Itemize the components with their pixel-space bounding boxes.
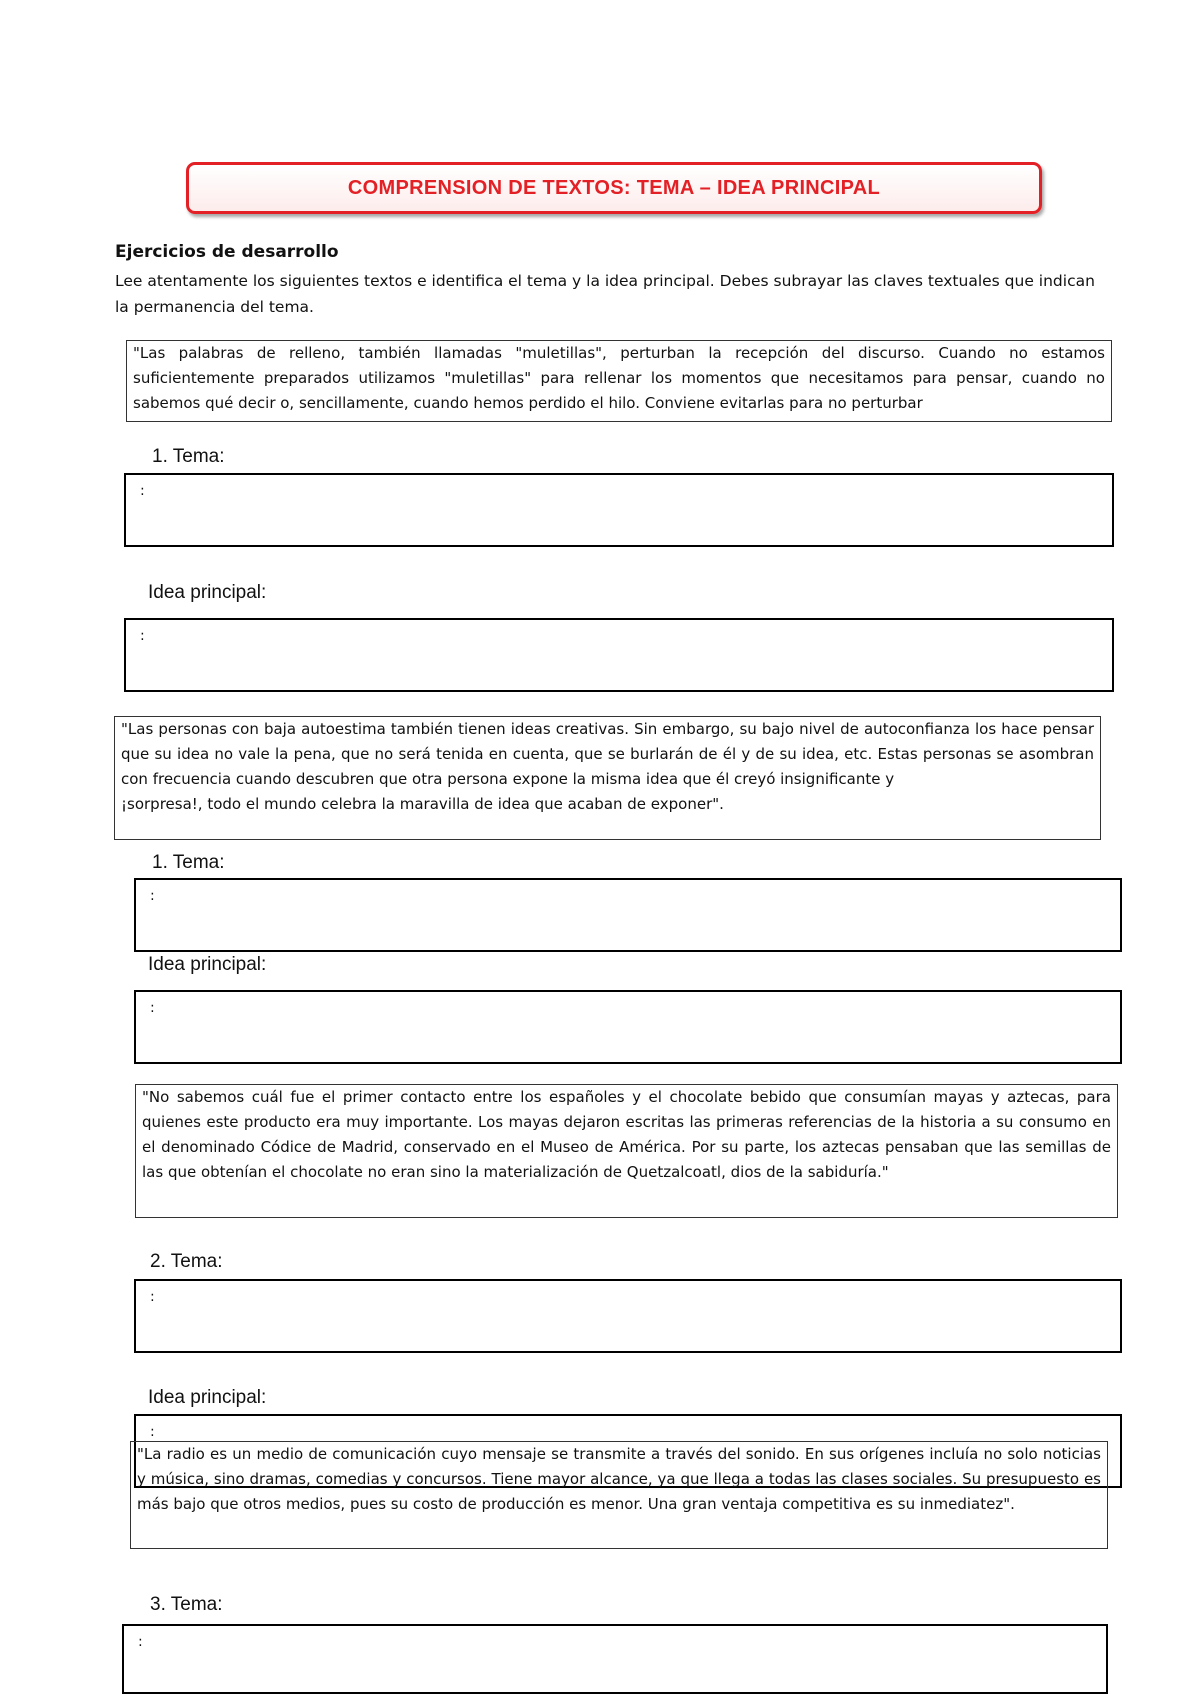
passage-3-text: "No sabemos cuál fue el primer contacto entre los españoles y el chocolate bebido que consumían mayas y aztecas, para quienes este producto era muy importante. Los mayas dejaron escritas las primeras referencias de la historia a su consumo en el denominado Códice de Madrid, conservado en el Museo de América. Por su parte, los aztecas pensaban que las semillas de las que obtenían el chocolate no eran sino la materialización de Quetzalcoatl, dios de la sabiduría." [142,1088,1111,1181]
page-title: COMPRENSION DE TEXTOS: TEMA – IDEA PRINCIPAL [347,176,881,199]
tema-label-2: 1. Tema: [152,852,225,873]
tema-answer-box-3[interactable] [134,1279,1122,1353]
idea-answer-box-1[interactable] [124,618,1114,692]
idea-label-1: Idea principal: [148,582,267,603]
tema-answer-box-1[interactable] [124,473,1114,547]
title-banner [186,162,1042,214]
idea-label-2: Idea principal: [148,954,267,975]
tema-label-4: 3. Tema: [150,1594,223,1615]
passage-2-text-line2: ¡sorpresa!, todo el mundo celebra la maravilla de idea que acaban de exponer". [121,795,724,813]
passage-2-text: "Las personas con baja autoestima también tienen ideas creativas. Sin embargo, su bajo nivel de autoconfianza los hace pensar que su idea no vale la pena, que no será tenida en cuenta, que se burlarán de él y de su idea, etc. Estas personas se asombran con frecuencia cuando descubren que otra persona expone la misma idea que él creyó insignificante y [121,720,1094,788]
tema-label-1: 1. Tema: [152,446,225,467]
idea-answer-3: : [150,1424,155,1440]
instructions-text: Lee atentamente los siguientes textos e identifica el tema y la idea principal. Debes subrayar las claves textuales que indican la permanencia del tema. [115,272,1095,316]
passage-1-text: "Las palabras de relleno, también llamadas "muletillas", perturban la recepción del discurso. Cuando no estamos suficientemente preparados utilizamos "muletillas" para rellenar los momentos que necesitamos para pensar, cuando no sabemos qué decir o, sencillamente, cuando hemos perdido el hilo. Conviene evitarlas para no perturbar [133,344,1105,412]
tema-answer-2: : [150,888,155,904]
passage-1 [126,340,1112,422]
passage-2 [114,716,1101,840]
passage-4-text: "La radio es un medio de comunicación cuyo mensaje se transmite a través del sonido. En sus orígenes incluía no solo noticias y música, sino dramas, comedias y concursos. Tiene mayor alcance, ya que llega a todas las clases sociales. Su presupuesto es más bajo que otros medios, pues su costo de producción es menor. Una gran ventaja competitiva es su inmediatez". [137,1445,1101,1513]
idea-answer-1: : [140,628,145,644]
tema-answer-box-2[interactable] [134,878,1122,952]
tema-answer-4: : [138,1634,143,1650]
idea-answer-box-2[interactable] [134,990,1122,1064]
tema-label-3: 2. Tema: [150,1251,223,1272]
passage-3 [135,1084,1118,1218]
idea-label-3: Idea principal: [148,1387,267,1408]
passage-4 [130,1441,1108,1549]
tema-answer-1: : [140,483,145,499]
idea-answer-2: : [150,1000,155,1016]
tema-answer-box-4[interactable] [122,1624,1108,1694]
tema-answer-3: : [150,1289,155,1305]
section-heading: Ejercicios de desarrollo [115,242,339,262]
